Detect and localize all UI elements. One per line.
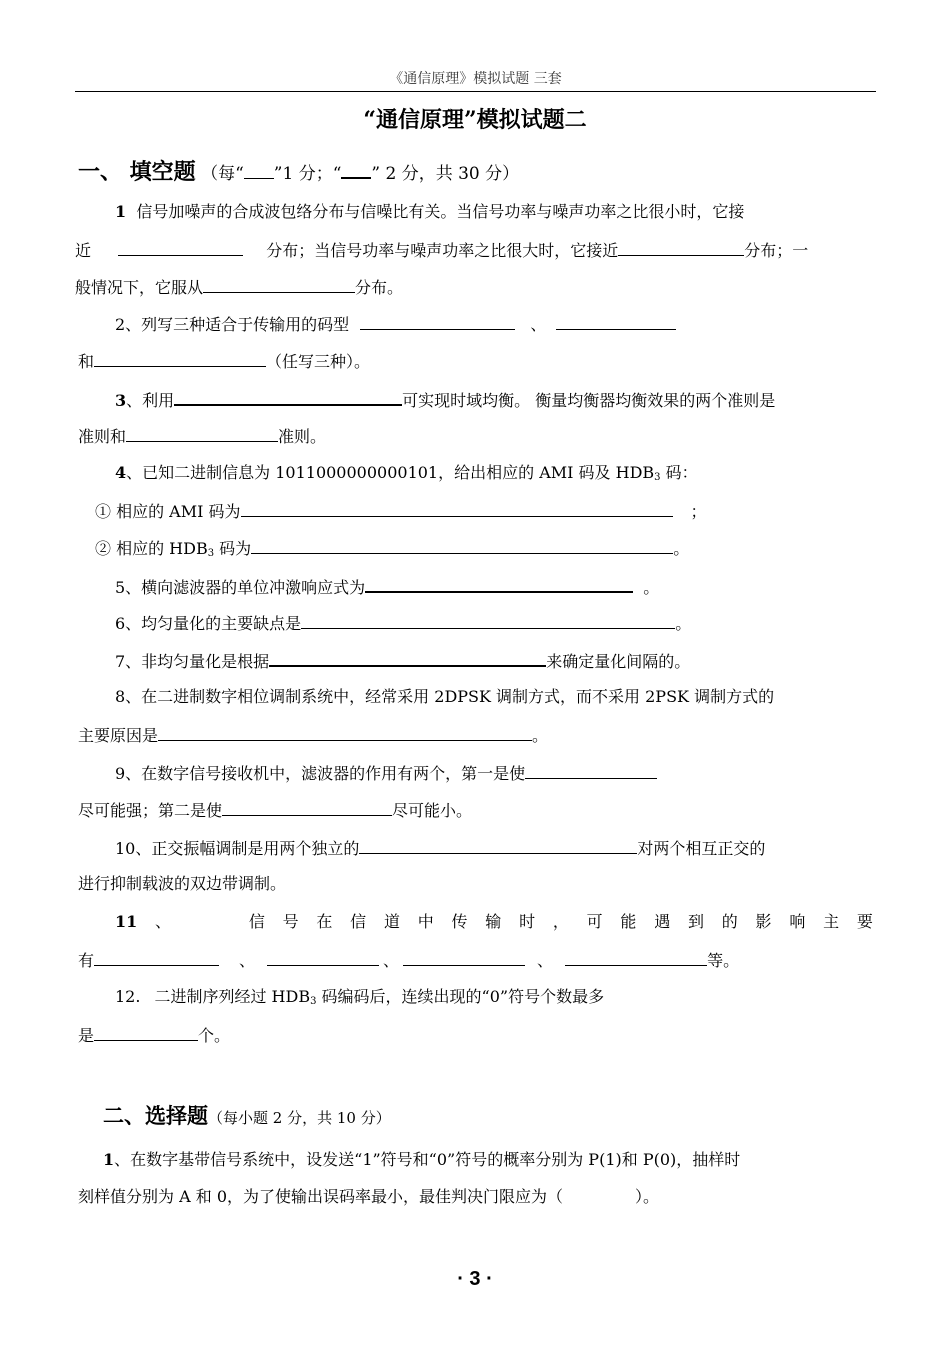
section-1-note-a: （每“ (201, 164, 244, 184)
q2-line-2 (78, 350, 370, 372)
q11-line-2 (78, 949, 739, 971)
q3-number: 3 (115, 391, 127, 410)
q12-text-1c: 码编码后，连续出现的“0”符号个数最多 (316, 987, 605, 1006)
q3-line-1 (115, 388, 775, 411)
section-1-note-b: ”1 分；“ (273, 164, 342, 184)
blank-sample-1 (244, 162, 274, 179)
q7-blank[interactable] (269, 649, 546, 667)
q5-line (115, 575, 659, 598)
q5-end: 。 (643, 578, 660, 597)
q11-word: 遇 (654, 912, 671, 931)
q11-separator-3: 、 (537, 951, 554, 970)
section-2-note: （每小题 2 分，共 10 分） (208, 1109, 391, 1127)
c1-end: ）。 (635, 1187, 660, 1206)
c1-text-2: 刻样值分别为 A 和 0，为了使输出误码率最小，最佳判决门限应为（ (78, 1187, 563, 1206)
section-2-title: 二、选择题 (103, 1103, 208, 1128)
q4-blank-b[interactable] (251, 537, 673, 554)
c1-text-1: 、在数字基带信号系统中，设发送“1”符号和“0”符号的概率分别为 P(1)和 P(0)，抽样时 (114, 1150, 741, 1169)
q9-text-1: 9、在数字信号接收机中，滤波器的作用有两个，第一是使 (115, 764, 526, 783)
q10-line-1 (115, 837, 765, 859)
q2-text-1: 2、列写三种适合于传输用的码型 (115, 315, 350, 334)
c1-number: 1 (103, 1150, 115, 1169)
q11-word: 可 (586, 912, 603, 931)
q11-line-1 (115, 912, 873, 932)
header-rule (75, 91, 876, 92)
q11-word: 道 (383, 912, 400, 931)
q11-separator-1: 、 (239, 951, 256, 970)
q11-blank-4[interactable] (565, 949, 707, 966)
q7-end: 来确定量化间隔的。 (546, 652, 691, 671)
q6-end: 。 (675, 614, 692, 633)
q10-text-1a: 10、正交振幅调制是用两个独立的 (115, 839, 360, 858)
q2-separator: 、 (530, 315, 547, 334)
c1-line-1 (103, 1150, 740, 1170)
q12-number: 12. (115, 987, 141, 1006)
q12-subscript: 3 (310, 996, 317, 1007)
q3-line-2 (78, 425, 326, 447)
q1-line-2 (75, 239, 808, 261)
q11-blank-2[interactable] (267, 949, 379, 966)
page-title: “通信原理”模拟试题二 (363, 107, 587, 133)
q2-blank-2[interactable] (556, 313, 676, 330)
section-1-title: 一、 填空题 (78, 159, 196, 185)
q9-line-2 (78, 799, 472, 821)
q11-word: 信 (350, 912, 367, 931)
q1-line-3 (75, 276, 403, 298)
q1-text-3b: 分布。 (355, 278, 404, 297)
q11-number: 11 (115, 912, 138, 931)
q7-line (115, 649, 690, 672)
q4-blank-a[interactable] (241, 500, 673, 517)
q4-end: 码： (660, 463, 698, 482)
q4-b-label-2: 码为 (214, 539, 252, 558)
q12-line-1 (115, 987, 604, 1012)
q2-blank-3[interactable] (94, 350, 266, 367)
section-1-heading (78, 155, 519, 186)
q1-blank-3[interactable] (203, 276, 355, 293)
q11-word: 要 (856, 912, 873, 931)
q10-line-2 (78, 874, 286, 894)
q11-word: 、 (155, 912, 172, 931)
q1-text-1: 信号加噪声的合成波包络分布与信噪比有关。当信号功率与噪声功率之比很小时，它接 (136, 202, 745, 221)
q2-line-1 (115, 313, 676, 335)
q4-b-label: ② 相应的 HDB (95, 539, 208, 558)
q11-word: 响 (789, 912, 806, 931)
q11-separator-2: 、 (383, 951, 400, 970)
q11-word: 输 (485, 912, 502, 931)
q3-text-1b: 可实现时域均衡。 衡量均衡器均衡效果的两个准则是 (402, 391, 776, 410)
q4-a-end: ； (690, 502, 707, 521)
q4-line-1 (115, 463, 698, 488)
q4-subscript: 3 (654, 472, 661, 483)
q1-blank-1[interactable] (118, 239, 243, 256)
q8-text-2b: 。 (532, 726, 549, 745)
q11-word: 主 (823, 912, 840, 931)
q4-line-b (95, 537, 689, 564)
c1-line-2 (78, 1187, 659, 1207)
q1-text-2b: 分布；当信号功率与噪声功率之比很大时，它接近 (266, 241, 619, 260)
running-header: 《通信原理》模拟试题 三套 (389, 71, 562, 87)
q8-line-2 (78, 724, 548, 746)
q4-line-a (95, 500, 707, 522)
q2-text-2a: 和 (78, 352, 95, 371)
q10-text-1b: 对两个相互正交的 (637, 839, 766, 858)
q12-text-2a: 是 (78, 1026, 95, 1045)
page-number: · 3 · (457, 1268, 493, 1290)
q6-blank[interactable] (301, 612, 675, 629)
q9-blank-2[interactable] (222, 799, 392, 816)
q11-end: 等。 (707, 951, 740, 970)
q3-blank-1[interactable] (174, 388, 402, 406)
q2-text-2b: （任写三种）。 (266, 352, 371, 371)
q3-text-2a: 准则和 (78, 427, 127, 446)
q11-word: ， (552, 912, 569, 931)
q10-blank[interactable] (359, 837, 637, 854)
q9-blank-1[interactable] (525, 762, 657, 779)
q12-text-2b: 个。 (198, 1026, 231, 1045)
q6-text: 6、均匀量化的主要缺点是 (115, 614, 302, 633)
q1-text-3a: 般情况下，它服从 (75, 278, 204, 297)
q11-word: 到 (687, 912, 704, 931)
q11-word: 信 (248, 912, 265, 931)
section-1-note-c: ” 2 分，共 30 分） (371, 164, 520, 184)
q5-blank[interactable] (365, 575, 633, 593)
q3-blank-2[interactable] (126, 425, 278, 442)
q11-word: 的 (721, 912, 738, 931)
q5-text: 5、横向滤波器的单位冲激响应式为 (115, 578, 366, 597)
q9-line-1 (115, 762, 657, 784)
q11-word: 影 (755, 912, 772, 931)
q4-number: 4 (115, 463, 127, 482)
q12-blank[interactable] (94, 1024, 198, 1041)
blank-sample-2 (341, 161, 371, 179)
q8-line-1 (115, 687, 774, 707)
q1-line-1 (115, 202, 744, 222)
q1-number: 1 (115, 202, 127, 221)
q11-word: 号 (282, 912, 299, 931)
q11-text-2a: 有 (78, 951, 95, 970)
q11-blank-1[interactable] (94, 949, 219, 966)
q4-b-subscript: 3 (207, 548, 215, 559)
q3-text-1a: 、利用 (126, 391, 175, 410)
q10-text-2: 进行抑制载波的双边带调制。 (78, 874, 287, 893)
q2-blank-1[interactable] (360, 313, 515, 330)
q12-text-1b: 二进制序列经过 HDB (154, 987, 311, 1006)
q3-text-2b: 准则。 (278, 427, 327, 446)
q1-text-2c: 分布；一 (744, 241, 809, 260)
q1-blank-2[interactable] (618, 239, 744, 256)
q4-b-end: 。 (673, 539, 690, 558)
q4-text: 、已知二进制信息为 1011000000000101，给出相应的 AMI 码及 HDB (126, 463, 655, 482)
q11-word: 中 (417, 912, 434, 931)
q11-word: 时 (519, 912, 536, 931)
q11-blank-3[interactable] (403, 949, 525, 966)
q9-text-2b: 尽可能小。 (392, 801, 473, 820)
q8-text-1: 8、在二进制数字相位调制系统中，经常采用 2DPSK 调制方式，而不采用 2PSK 调制方式的 (115, 687, 775, 706)
q4-a-label: ① 相应的 AMI 码为 (95, 502, 241, 521)
q8-text-2a: 主要原因是 (78, 726, 159, 745)
q8-blank[interactable] (158, 724, 532, 741)
q1-text-2a: 近 (75, 241, 92, 260)
q7-text: 7、非均匀量化是根据 (115, 652, 270, 671)
q11-word: 能 (620, 912, 637, 931)
q9-text-2a: 尽可能强；第二是使 (78, 801, 223, 820)
section-2-heading (103, 1100, 391, 1130)
q12-line-2 (78, 1024, 230, 1046)
q11-word: 在 (316, 912, 333, 931)
q11-word: 传 (451, 912, 468, 931)
q6-line (115, 612, 691, 634)
